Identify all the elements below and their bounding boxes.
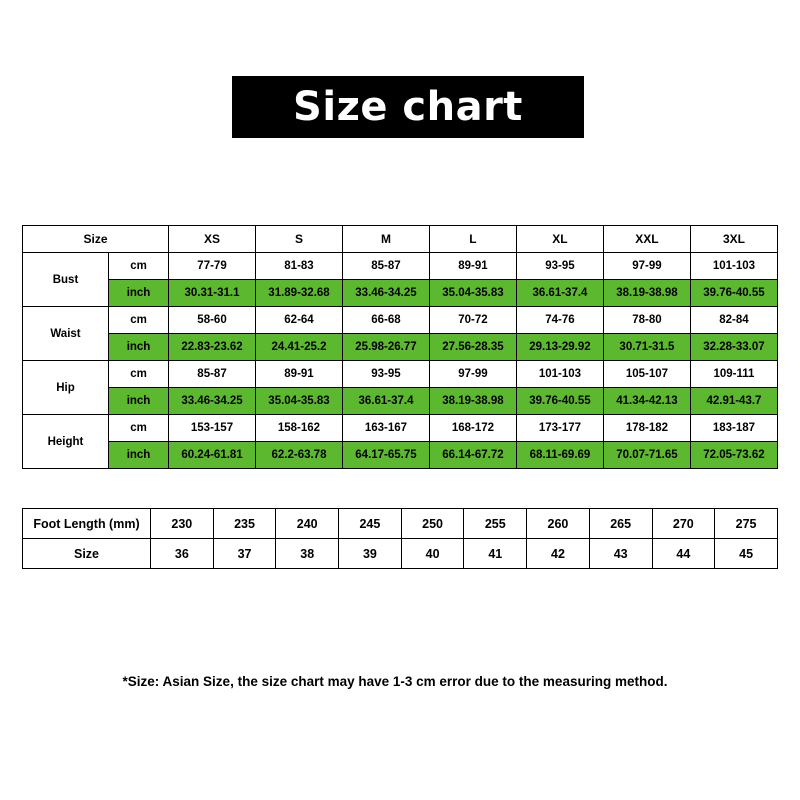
table-row	[23, 539, 778, 569]
table-header-row	[23, 226, 778, 253]
cell-waist-cm-xl: 74-76	[516, 307, 603, 334]
cell-shoe-size-3: 39	[339, 539, 402, 569]
cell-waist-inch-s: 24.41-25.2	[256, 334, 343, 361]
cell-bust-cm-3xl: 101-103	[690, 253, 777, 280]
cell-bust-cm-xs: 77-79	[169, 253, 256, 280]
cell-shoe-size-6: 42	[527, 539, 590, 569]
cell-hip-cm-m: 93-95	[342, 361, 429, 388]
cell-bust-cm-m: 85-87	[342, 253, 429, 280]
cell-shoe-size-5: 41	[464, 539, 527, 569]
cell-height-cm-xs: 153-157	[169, 415, 256, 442]
title-banner	[232, 76, 584, 138]
cell-hip-cm-l: 97-99	[429, 361, 516, 388]
cell-shoe-size-1: 37	[213, 539, 276, 569]
cell-waist-cm-l: 70-72	[429, 307, 516, 334]
unit-cm-hip: cm	[109, 361, 169, 388]
foot-length-table	[22, 508, 778, 569]
header-col-3xl: 3XL	[690, 226, 777, 253]
cell-waist-inch-xs: 22.83-23.62	[169, 334, 256, 361]
row-label-bust: Bust	[23, 253, 109, 307]
cell-bust-inch-xxl: 38.19-38.98	[603, 280, 690, 307]
cell-foot-length-6: 260	[527, 509, 590, 539]
cell-waist-cm-xs: 58-60	[169, 307, 256, 334]
cell-height-cm-s: 158-162	[256, 415, 343, 442]
cell-hip-inch-xs: 33.46-34.25	[169, 388, 256, 415]
unit-cm-waist: cm	[109, 307, 169, 334]
row-label-foot-length: Foot Length (mm)	[23, 509, 151, 539]
unit-inch-hip: inch	[109, 388, 169, 415]
cell-foot-length-0: 230	[151, 509, 214, 539]
body-measurements-table	[22, 225, 778, 469]
unit-inch-bust: inch	[109, 280, 169, 307]
footnote-text: *Size: Asian Size, the size chart may have 1-3 cm error due to the measuring method.	[122, 674, 668, 689]
row-label-waist: Waist	[23, 307, 109, 361]
header-col-s: S	[256, 226, 343, 253]
cell-hip-cm-xs: 85-87	[169, 361, 256, 388]
cell-shoe-size-2: 38	[276, 539, 339, 569]
cell-height-inch-l: 66.14-67.72	[429, 442, 516, 469]
cell-shoe-size-4: 40	[401, 539, 464, 569]
cell-bust-inch-xl: 36.61-37.4	[516, 280, 603, 307]
cell-shoe-size-7: 43	[589, 539, 652, 569]
cell-waist-inch-3xl: 32.28-33.07	[690, 334, 777, 361]
cell-foot-length-5: 255	[464, 509, 527, 539]
cell-bust-inch-3xl: 39.76-40.55	[690, 280, 777, 307]
header-col-m: M	[342, 226, 429, 253]
cell-hip-inch-s: 35.04-35.83	[256, 388, 343, 415]
cell-height-cm-3xl: 183-187	[690, 415, 777, 442]
cell-height-cm-xl: 173-177	[516, 415, 603, 442]
cell-waist-cm-3xl: 82-84	[690, 307, 777, 334]
row-label-height: Height	[23, 415, 109, 469]
unit-cm-height: cm	[109, 415, 169, 442]
cell-shoe-size-8: 44	[652, 539, 715, 569]
cell-waist-inch-m: 25.98-26.77	[342, 334, 429, 361]
cell-hip-inch-3xl: 42.91-43.7	[690, 388, 777, 415]
cell-hip-inch-m: 36.61-37.4	[342, 388, 429, 415]
table-row	[23, 361, 778, 388]
cell-height-inch-xl: 68.11-69.69	[516, 442, 603, 469]
cell-foot-length-4: 250	[401, 509, 464, 539]
cell-hip-cm-3xl: 109-111	[690, 361, 777, 388]
header-col-xs: XS	[169, 226, 256, 253]
cell-height-inch-m: 64.17-65.75	[342, 442, 429, 469]
cell-bust-inch-m: 33.46-34.25	[342, 280, 429, 307]
header-size-label: Size	[23, 226, 169, 253]
cell-waist-inch-xl: 29.13-29.92	[516, 334, 603, 361]
cell-foot-length-7: 265	[589, 509, 652, 539]
header-col-l: L	[429, 226, 516, 253]
table-row	[23, 442, 778, 469]
cell-foot-length-1: 235	[213, 509, 276, 539]
cell-foot-length-9: 275	[715, 509, 778, 539]
cell-bust-cm-l: 89-91	[429, 253, 516, 280]
unit-inch-height: inch	[109, 442, 169, 469]
cell-bust-cm-xl: 93-95	[516, 253, 603, 280]
cell-hip-inch-xl: 39.76-40.55	[516, 388, 603, 415]
row-label-shoe-size: Size	[23, 539, 151, 569]
cell-foot-length-8: 270	[652, 509, 715, 539]
table-row	[23, 307, 778, 334]
cell-waist-cm-s: 62-64	[256, 307, 343, 334]
cell-waist-cm-xxl: 78-80	[603, 307, 690, 334]
cell-waist-inch-l: 27.56-28.35	[429, 334, 516, 361]
sizes-table	[22, 225, 778, 469]
cell-waist-inch-xxl: 30.71-31.5	[603, 334, 690, 361]
cell-height-inch-s: 62.2-63.78	[256, 442, 343, 469]
cell-shoe-size-0: 36	[151, 539, 214, 569]
row-label-hip: Hip	[23, 361, 109, 415]
table-row	[23, 415, 778, 442]
table-row	[23, 253, 778, 280]
cell-shoe-size-9: 45	[715, 539, 778, 569]
cell-foot-length-2: 240	[276, 509, 339, 539]
cell-height-inch-3xl: 72.05-73.62	[690, 442, 777, 469]
table-row	[23, 334, 778, 361]
cell-bust-inch-l: 35.04-35.83	[429, 280, 516, 307]
table-row	[23, 509, 778, 539]
header-col-xxl: XXL	[603, 226, 690, 253]
cell-hip-cm-s: 89-91	[256, 361, 343, 388]
cell-hip-inch-xxl: 41.34-42.13	[603, 388, 690, 415]
unit-inch-waist: inch	[109, 334, 169, 361]
page-title: Size chart	[293, 84, 523, 130]
cell-bust-cm-xxl: 97-99	[603, 253, 690, 280]
cell-bust-cm-s: 81-83	[256, 253, 343, 280]
cell-waist-cm-m: 66-68	[342, 307, 429, 334]
cell-height-cm-xxl: 178-182	[603, 415, 690, 442]
foot-sizes-table	[22, 508, 778, 569]
table-row	[23, 388, 778, 415]
cell-bust-inch-xs: 30.31-31.1	[169, 280, 256, 307]
cell-bust-inch-s: 31.89-32.68	[256, 280, 343, 307]
cell-hip-inch-l: 38.19-38.98	[429, 388, 516, 415]
cell-height-inch-xs: 60.24-61.81	[169, 442, 256, 469]
unit-cm-bust: cm	[109, 253, 169, 280]
cell-height-cm-l: 168-172	[429, 415, 516, 442]
cell-foot-length-3: 245	[339, 509, 402, 539]
cell-height-cm-m: 163-167	[342, 415, 429, 442]
cell-hip-cm-xl: 101-103	[516, 361, 603, 388]
cell-hip-cm-xxl: 105-107	[603, 361, 690, 388]
table-row	[23, 280, 778, 307]
header-col-xl: XL	[516, 226, 603, 253]
cell-height-inch-xxl: 70.07-71.65	[603, 442, 690, 469]
